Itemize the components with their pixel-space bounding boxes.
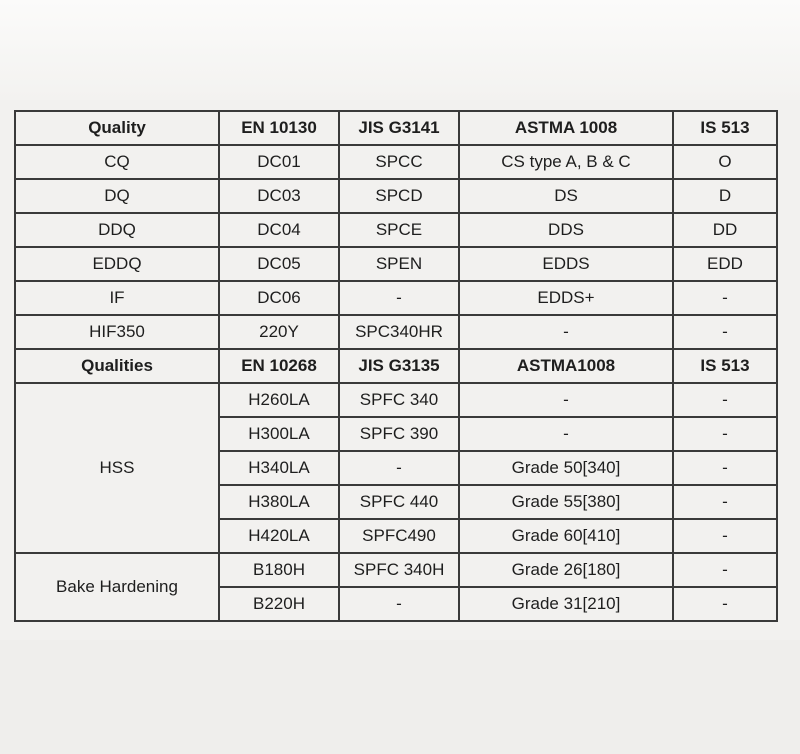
table-cell: - xyxy=(673,553,777,587)
table-cell: DDS xyxy=(459,213,673,247)
group-label-bake-hardening: Bake Hardening xyxy=(15,553,219,621)
table-cell: HIF350 xyxy=(15,315,219,349)
page-top-margin xyxy=(0,0,800,100)
table-cell: DC04 xyxy=(219,213,339,247)
header-cell: Qualities xyxy=(15,349,219,383)
table-cell: DS xyxy=(459,179,673,213)
table-cell: DD xyxy=(673,213,777,247)
table-cell: Grade 31[210] xyxy=(459,587,673,621)
header-cell: IS 513 xyxy=(673,349,777,383)
table-cell: SPFC 340H xyxy=(339,553,459,587)
header-cell: EN 10268 xyxy=(219,349,339,383)
table-cell: SPC340HR xyxy=(339,315,459,349)
table-cell: H300LA xyxy=(219,417,339,451)
table-cell: - xyxy=(673,587,777,621)
header-row-high-strength xyxy=(15,349,777,383)
table-cell: - xyxy=(459,417,673,451)
header-row-standards xyxy=(15,111,777,145)
table-cell: SPFC 340 xyxy=(339,383,459,417)
table-cell: DC01 xyxy=(219,145,339,179)
table-cell: DQ xyxy=(15,179,219,213)
table-cell: SPFC490 xyxy=(339,519,459,553)
steel-grade-comparison-table xyxy=(14,110,778,622)
table-row xyxy=(15,213,777,247)
header-cell: ASTMA1008 xyxy=(459,349,673,383)
table-row xyxy=(15,145,777,179)
table-cell: IF xyxy=(15,281,219,315)
header-cell: ASTMA 1008 xyxy=(459,111,673,145)
table-cell: - xyxy=(673,383,777,417)
table-row xyxy=(15,281,777,315)
table-cell: - xyxy=(673,417,777,451)
table-cell: SPCC xyxy=(339,145,459,179)
table-cell: SPFC 390 xyxy=(339,417,459,451)
table-cell: H420LA xyxy=(219,519,339,553)
table-cell: DC03 xyxy=(219,179,339,213)
table-cell: - xyxy=(673,315,777,349)
table-cell: SPEN xyxy=(339,247,459,281)
table-cell: DC05 xyxy=(219,247,339,281)
header-cell: EN 10130 xyxy=(219,111,339,145)
table-cell: O xyxy=(673,145,777,179)
table-cell: - xyxy=(673,519,777,553)
table-cell: Grade 26[180] xyxy=(459,553,673,587)
table-cell: EDDS xyxy=(459,247,673,281)
header-cell: Quality xyxy=(15,111,219,145)
table-row xyxy=(15,553,777,587)
header-cell: JIS G3141 xyxy=(339,111,459,145)
table-row xyxy=(15,383,777,417)
table-row xyxy=(15,315,777,349)
table-cell: SPFC 440 xyxy=(339,485,459,519)
table-cell: - xyxy=(673,451,777,485)
table-cell: - xyxy=(339,281,459,315)
table-row xyxy=(15,247,777,281)
table-cell: - xyxy=(339,587,459,621)
table-cell: Grade 60[410] xyxy=(459,519,673,553)
table-cell: H260LA xyxy=(219,383,339,417)
table-cell: CS type A, B & C xyxy=(459,145,673,179)
table-cell: - xyxy=(459,315,673,349)
table-cell: SPCE xyxy=(339,213,459,247)
table-cell: Grade 55[380] xyxy=(459,485,673,519)
table-cell: H380LA xyxy=(219,485,339,519)
table-cell: DC06 xyxy=(219,281,339,315)
table-cell: SPCD xyxy=(339,179,459,213)
table-cell: EDDQ xyxy=(15,247,219,281)
group-label-hss: HSS xyxy=(15,383,219,553)
table-cell: H340LA xyxy=(219,451,339,485)
table-cell: CQ xyxy=(15,145,219,179)
table-cell: - xyxy=(339,451,459,485)
table-cell: DDQ xyxy=(15,213,219,247)
header-cell: IS 513 xyxy=(673,111,777,145)
table-cell: EDD xyxy=(673,247,777,281)
table-cell: - xyxy=(459,383,673,417)
table-cell: 220Y xyxy=(219,315,339,349)
table-row xyxy=(15,179,777,213)
table-cell: Grade 50[340] xyxy=(459,451,673,485)
table-cell: D xyxy=(673,179,777,213)
page-bottom-margin xyxy=(0,640,800,754)
table-cell: - xyxy=(673,485,777,519)
table-cell: - xyxy=(673,281,777,315)
table-cell: EDDS+ xyxy=(459,281,673,315)
table-cell: B220H xyxy=(219,587,339,621)
table-cell: B180H xyxy=(219,553,339,587)
header-cell: JIS G3135 xyxy=(339,349,459,383)
